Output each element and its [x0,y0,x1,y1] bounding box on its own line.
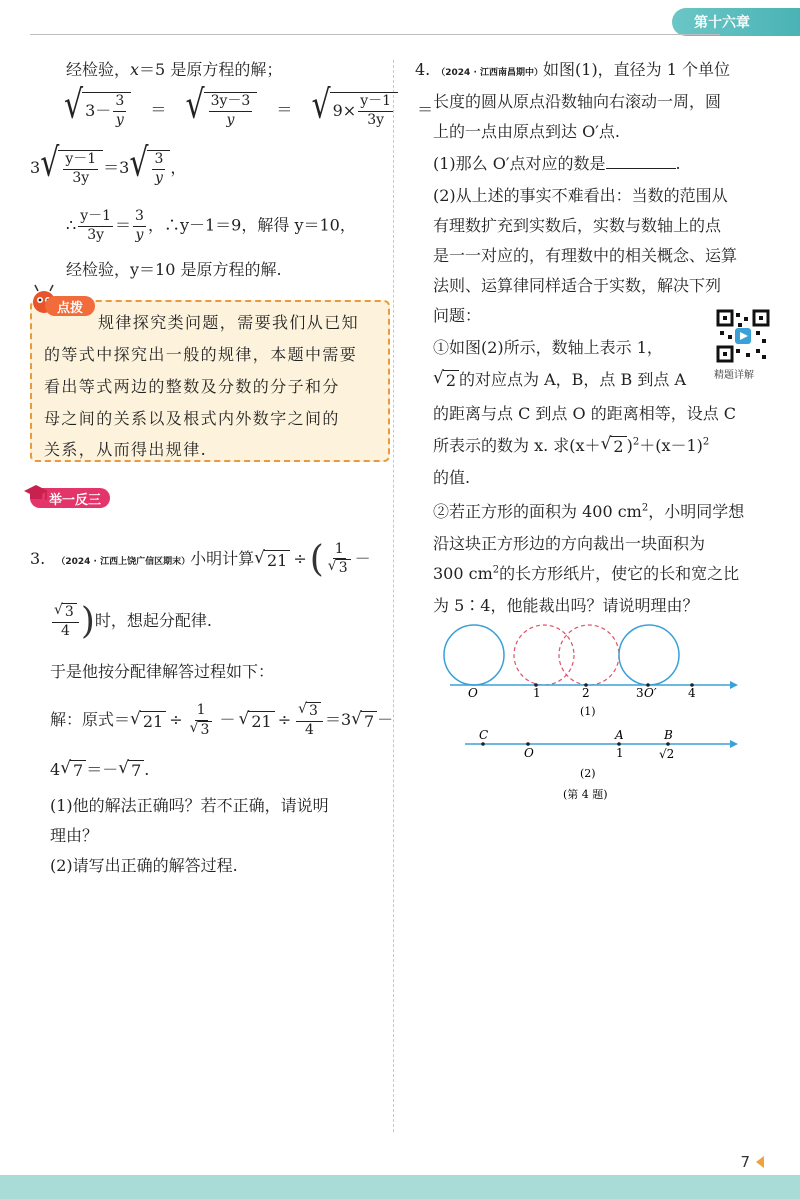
q3-line-5: 4 √ 7 ＝－ √ 7 . [50,758,150,781]
fig1-tick-O-prime: O′ [644,686,657,700]
q3-part1-b: 理由？ [50,826,99,845]
column-divider [393,60,394,1132]
grad-cap-icon [22,482,50,504]
q3-line-2: √ 3 4 )时，想起分配律. [54,601,212,642]
q3-source: （2024 · 江西上饶广信区期末） [56,557,191,568]
fig2-caption: (2) [580,767,596,780]
radical-c: √ 9× $\frac{y-1}{3y}$ [312,92,399,129]
circle-rolling-1 [514,625,574,685]
fig2-tick-1: 1 [616,746,624,760]
q4-line-2: 长度的圆从原点沿数轴向右滚动一周，圆 [433,92,722,111]
tip-line-4: 母之间的关系以及根式内外数字之间的 [44,409,340,428]
q4-c2-line-2: 沿这块正方形边的方向裁出一块面积为 [433,534,706,553]
page-arrow-icon [756,1156,764,1168]
footer-bar [0,1175,800,1199]
q4-p2-line-5: 问题： [433,306,482,325]
tip-line-1: 规律探究类问题，需要我们从已知 [98,313,360,332]
answer-blank[interactable] [606,154,676,169]
equation-line-2: 3 √ $\frac{y-1}{3y}$ ＝3 √ $\frac{3}{y}$ ， [30,140,187,187]
q4-p2-line-4: 法则、运算律同样适合于实数，解决下列 [433,276,722,295]
q4-c1-line-3: 的距离与点 C 到点 O 的距离相等，设点 C [433,404,737,423]
number-line-figure [430,615,750,815]
q3-part1-a: (1)他的解法正确吗？若不正确，请说明 [50,796,329,815]
q4-c2-line-3: 300 $cm^2$的长方形纸片，使它的长和宽之比 [433,564,740,583]
q3-line-1: 3. （2024 · 江西上饶广信区期末）小明计算 √ 21 ÷( 1 √ 3 － [30,539,371,580]
fig1-tick-4: 4 [688,686,696,700]
tip-line-2: 的等式中探究出一般的规律，本题中需要 [44,345,358,364]
fig2-point-B: B [664,728,673,742]
q4-source: （2024 · 江西南昌期中） [436,68,544,78]
header-rule [30,34,720,35]
q4-line-3: 上的一点由原点到达 O′点. [433,122,620,141]
check-line-1: 经检验，x＝5 是原方程的解； [66,60,283,79]
q4-p2-line-3: 是一一对应的，有理数中的相关概念、运算 [433,246,738,265]
qr-label: 精题详解 [714,370,754,381]
q4-c2-line-1: ②若正方形的面积为 400 $cm^2$，小明同学想 [433,502,745,521]
fig2-point-C: C [479,728,489,742]
tip-line-5: 关系，从而得出规律. [44,440,208,459]
fig2-tick-sqrt2: √2 [659,747,675,761]
q3-line-3: 于是他按分配律解答过程如下： [50,662,275,681]
fig1-tick-3: 3 [636,686,644,700]
check-line-2: 经检验，y＝10 是原方程的解. [66,260,282,279]
extend-badge: 举一反三 [30,488,110,508]
q4-p2-line-1: (2)从上述的事实不难看出：当数的范围从 [433,186,728,205]
therefore-line: ∴ $\frac{y-1}{3y}$ ＝ $\frac{3}{y}$ ，∴y－1＝9，解得 y＝10， [66,208,356,243]
q4-p2-line-2: 有理数扩充到实数后，实数与数轴上的点 [433,216,722,235]
fig1-caption: (1) [580,705,596,718]
circle-start [444,625,504,685]
fig2-point-A: A [615,728,624,742]
equation-line-1: √ 3－ $\frac{3}{y}$ ＝ √ $\frac{3y-3}{y}$ ＝ √ 9× $\frac{y-1}{3y}$ ＝ [64,82,434,129]
q4-line-1: 4. （2024 · 江西南昌期中）如图(1)，直径为 1 个单位 [415,60,731,79]
q4-c1-line-4: 所表示的数为 x. 求(x＋ √ 2 )$^2+(x-1)^2$ [433,434,710,457]
q4-part1: (1)那么 O′点对应的数是 . [433,154,681,173]
fig2-point-O: O [524,746,534,760]
qr-code-icon[interactable] [716,309,770,363]
radical-a: √ 3－ $\frac{3}{y}$ [64,92,131,129]
chapter-label: 第十六章 [694,15,750,31]
page-number: 7 [740,1153,750,1171]
q4-c2-line-4: 为 5∶4，他能裁出吗？请说明理由？ [433,596,699,615]
q4-c1-line-2: √ 2 的对应点为 A，B，点 B 到点 A [433,368,687,391]
tip-badge: 点拨 [45,296,95,316]
chapter-tab [672,8,800,36]
q3-solution-line: 解：原式＝ √ 21 ÷ 1 √ 3 － √ 21 ÷ √ 3 4 ＝3 √ 7 － [50,701,394,738]
q4-c1-line-5: 的值. [433,468,471,487]
fig1-tick-1: 1 [533,686,541,700]
circle-rolling-2 [559,625,619,685]
q4-c1-line-1: ①如图(2)所示，数轴上表示 1， [433,338,663,357]
figure-caption: (第 4 题) [563,788,608,801]
circle-end [619,625,679,685]
fig1-tick-O: O [468,686,478,700]
radical-b: √ $\frac{3y-3}{y}$ [185,92,257,129]
q3-part2: (2)请写出正确的解答过程. [50,856,238,875]
tip-line-3: 看出等式两边的整数及分数的分子和分 [44,377,340,396]
fig1-tick-2: 2 [582,686,590,700]
